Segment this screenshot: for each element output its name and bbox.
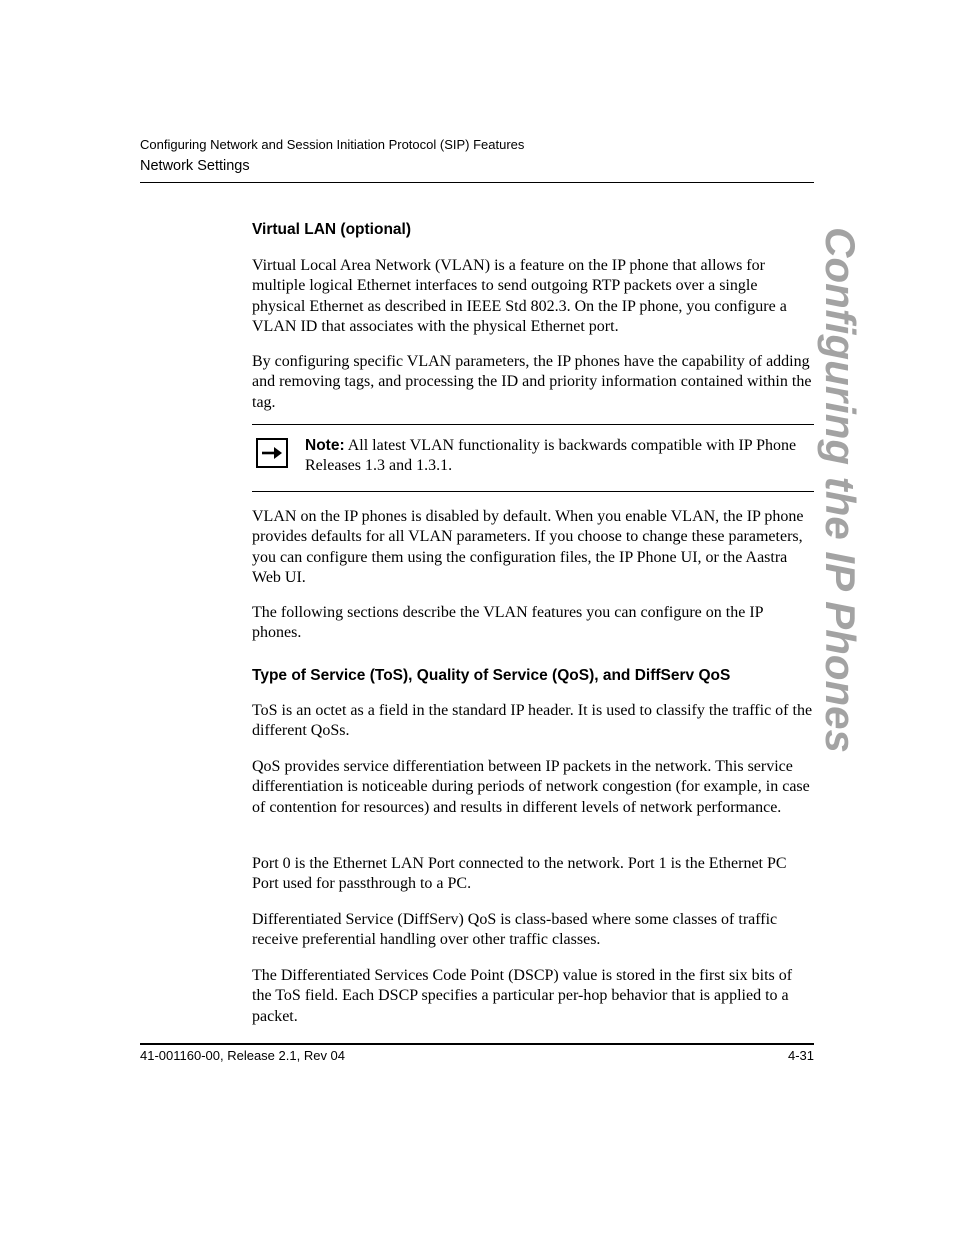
chapter-side-tab — [817, 227, 865, 753]
side-tab-label: Configuring the IP Phones — [817, 227, 865, 753]
paragraph: By configuring specific VLAN parameters, the IP phones have the capability of adding and removing tags, and processing the ID and priority information contained within the tag. — [252, 353, 812, 411]
paragraph: Port 0 is the Ethernet LAN Port connected to the network. Port 1 is the Ethernet PC Port used for passthrough to a PC. — [252, 855, 787, 893]
footer-page-number: 4-31 — [787, 1048, 814, 1063]
paragraph: The following sections describe the VLAN features you can configure on the IP phones. — [252, 604, 763, 642]
note-label: Note: — [305, 437, 345, 454]
note-top-rule — [252, 424, 814, 425]
note-body: All latest VLAN functionality is backwards compatible with IP Phone Releases 1.3 and 1.3.1. — [305, 437, 797, 475]
heading-virtual-lan: Virtual LAN (optional) — [252, 221, 412, 238]
running-header-section: Network Settings — [140, 158, 250, 174]
header-divider — [140, 182, 814, 183]
footer-doc-id: 41-001160-00, Release 2.1, Rev 04 — [140, 1048, 346, 1063]
paragraph: VLAN on the IP phones is disabled by default. When you enable VLAN, the IP phone provides defaults for all VLAN parameters. If you choose to change these parameters, you can configure them using the configuration files, the IP Phone UI, or the Aastra Web UI. — [252, 508, 804, 587]
note-arrow-icon — [256, 438, 288, 468]
note-bottom-rule — [252, 491, 814, 492]
footer-divider — [140, 1043, 814, 1045]
note-text — [305, 436, 810, 477]
paragraph: The Differentiated Services Code Point (DSCP) value is stored in the first six bits of the ToS field. Each DSCP specifies a particular per-hop behavior that is applied to a packet. — [252, 967, 793, 1025]
heading-tos-qos: Type of Service (ToS), Quality of Service (QoS), and DiffServ QoS — [252, 667, 731, 684]
running-header-chapter: Configuring Network and Session Initiation Protocol (SIP) Features — [140, 137, 525, 152]
paragraph: Virtual Local Area Network (VLAN) is a feature on the IP phone that allows for multiple logical Ethernet interfaces to send outgoing RTP packets over a single physical Ethernet as described in IEEE Std 802.3. On the IP phone, you configure a VLAN ID that associates with the physical Ethernet port. — [252, 257, 787, 336]
paragraph: QoS provides service differentiation between IP packets in the network. This service differentiation is noticeable during periods of network congestion (for example, in case of contention for resources) and results in different levels of network performance. — [252, 758, 810, 816]
paragraph: ToS is an octet as a field in the standard IP header. It is used to classify the traffic of the different QoSs. — [252, 702, 813, 740]
paragraph: Differentiated Service (DiffServ) QoS is class-based where some classes of traffic receive preferential handling over other traffic classes. — [252, 911, 778, 949]
